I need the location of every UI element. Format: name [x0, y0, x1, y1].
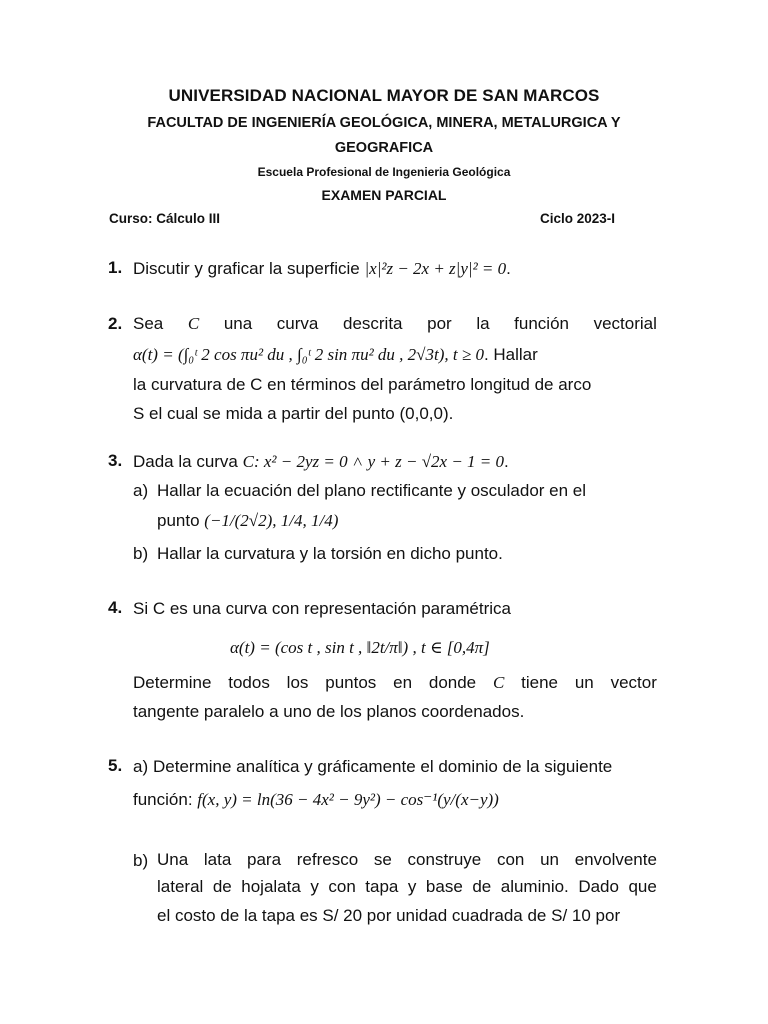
question-5b-label: b) — [133, 851, 149, 870]
q4-word: Determine — [133, 673, 212, 692]
cycle-label: Ciclo 2023-I — [540, 211, 616, 226]
q4-word: C — [492, 673, 505, 692]
exam-title: EXAMEN PARCIAL — [321, 187, 447, 203]
q5b-word: envolvente — [574, 850, 657, 869]
question-2-number: 2. — [108, 314, 123, 333]
question-2-line3: la curvatura de C en términos del parámetro longitud de arco — [133, 375, 592, 394]
question-4-formula-text: α(t) = (cos t , sin t , ‖2t/π‖) , t ∈ [0,4π] — [230, 638, 490, 657]
question-1-end: . — [506, 259, 511, 278]
question-5-number: 5. — [108, 756, 123, 775]
question-3-number: 3. — [108, 451, 123, 470]
question-5a-formula: f(x, y) = ln(36 − 4x² − 9y²) − cos⁻¹(y/(x−y)) — [197, 790, 499, 809]
question-5a-func-line — [133, 789, 499, 811]
question-4-number: 4. — [108, 598, 123, 617]
question-3b-text: Hallar la curvatura y la torsión en dicho punto. — [157, 544, 503, 563]
question-2-formula: α(t) = (∫₀ᵗ 2 cos πu² du , ∫₀ᵗ 2 sin πu² du , 2√3t), t ≥ 0 — [133, 345, 484, 364]
question-4-text: Si C es una curva con representación paramétrica — [133, 599, 511, 618]
q2-word: por — [427, 314, 452, 333]
faculty-title-line1: FACULTAD DE INGENIERÍA GEOLÓGICA, MINERA, METALURGICA Y — [147, 115, 621, 131]
q2-word: Sea — [133, 314, 164, 333]
q5b-word: refresco — [296, 850, 359, 869]
q5b-word: y — [407, 877, 417, 896]
q2-word: C — [187, 314, 200, 333]
question-1 — [133, 258, 511, 280]
q4-word: todos — [228, 673, 270, 692]
question-4-line1 — [133, 673, 657, 693]
question-2-line2 — [133, 344, 538, 366]
q4-word: donde — [428, 673, 477, 692]
q5b-word: con — [328, 877, 356, 896]
q5b-word: Dado — [578, 877, 619, 896]
q5b-word: hojalata — [241, 877, 301, 896]
q2-word: vectorial — [593, 314, 657, 333]
q5b-word: de — [212, 877, 232, 896]
question-3a-text: Hallar la ecuación del plano rectificante y osculador en el — [157, 481, 587, 500]
q5b-word: se — [373, 850, 392, 869]
q5b-word: construye — [407, 850, 482, 869]
question-5a-label: a) — [133, 757, 149, 776]
q5b-word: de — [472, 877, 492, 896]
question-3-statement — [133, 451, 509, 473]
question-3a-label: a) — [133, 481, 149, 500]
q5b-word: que — [628, 877, 657, 896]
question-4-formula — [230, 637, 490, 659]
q5b-word: y — [310, 877, 319, 896]
q4-word: en — [393, 673, 413, 692]
q4-word: los — [286, 673, 309, 692]
question-2-line1 — [133, 314, 657, 334]
q2-word: una — [223, 314, 253, 333]
q2-word: función — [514, 314, 569, 333]
q5b-word: con — [496, 850, 525, 869]
question-5a-func-label: función: — [133, 790, 198, 809]
q2-word: curva — [276, 314, 319, 333]
q5b-word: aluminio. — [500, 877, 569, 896]
q4-word: puntos — [325, 673, 377, 692]
q4-word: tiene — [521, 673, 559, 692]
q5b-word: lata — [203, 850, 232, 869]
question-3-end: . — [504, 452, 509, 471]
question-5a-text: Determine analítica y gráficamente el dominio de la siguiente — [153, 757, 613, 776]
school-title: Escuela Profesional de Ingenieria Geológica — [257, 165, 511, 179]
question-5b-line3: el costo de la tapa es S/ 20 por unidad cuadrada de S/ 10 por — [157, 906, 621, 925]
question-3b-label: b) — [133, 544, 149, 563]
q5b-word: Una — [157, 850, 189, 869]
q5b-word: lateral — [157, 877, 204, 896]
question-1-number: 1. — [108, 258, 123, 277]
question-1-text: Discutir y graficar la superficie — [133, 259, 365, 278]
q5b-word: para — [247, 850, 282, 869]
q4-word: un — [574, 673, 594, 692]
q5b-word: base — [425, 877, 463, 896]
q5b-word: un — [540, 850, 559, 869]
q2-word: la — [476, 314, 490, 333]
q4-word: vector — [610, 673, 657, 692]
question-3a-point: (−1/(2√2), 1/4, 1/4) — [204, 511, 339, 530]
question-4-line2: tangente paralelo a uno de los planos coordenados. — [133, 702, 525, 721]
course-label: Curso: Cálculo III — [109, 211, 221, 226]
question-2-tail: . Hallar — [483, 345, 538, 364]
question-2-line4: S el cual se mida a partir del punto (0,0,0). — [133, 404, 454, 423]
question-5b-line2 — [157, 877, 657, 897]
q2-word: descrita — [342, 314, 403, 333]
question-3a-point-label: punto — [157, 511, 200, 530]
question-5b-line1 — [157, 850, 657, 870]
university-title: UNIVERSIDAD NACIONAL MAYOR DE SAN MARCOS — [168, 86, 600, 105]
question-3-formula: C: x² − 2yz = 0 ˄ y + z − √2x − 1 = 0 — [242, 452, 505, 471]
faculty-title-line2: GEOGRAFICA — [334, 140, 434, 156]
question-1-formula: |x|²z − 2x + z|y|² = 0 — [364, 259, 507, 278]
question-3a-point-line — [157, 510, 338, 532]
q5b-word: tapa — [365, 877, 399, 896]
question-3-text: Dada la curva — [133, 452, 243, 471]
